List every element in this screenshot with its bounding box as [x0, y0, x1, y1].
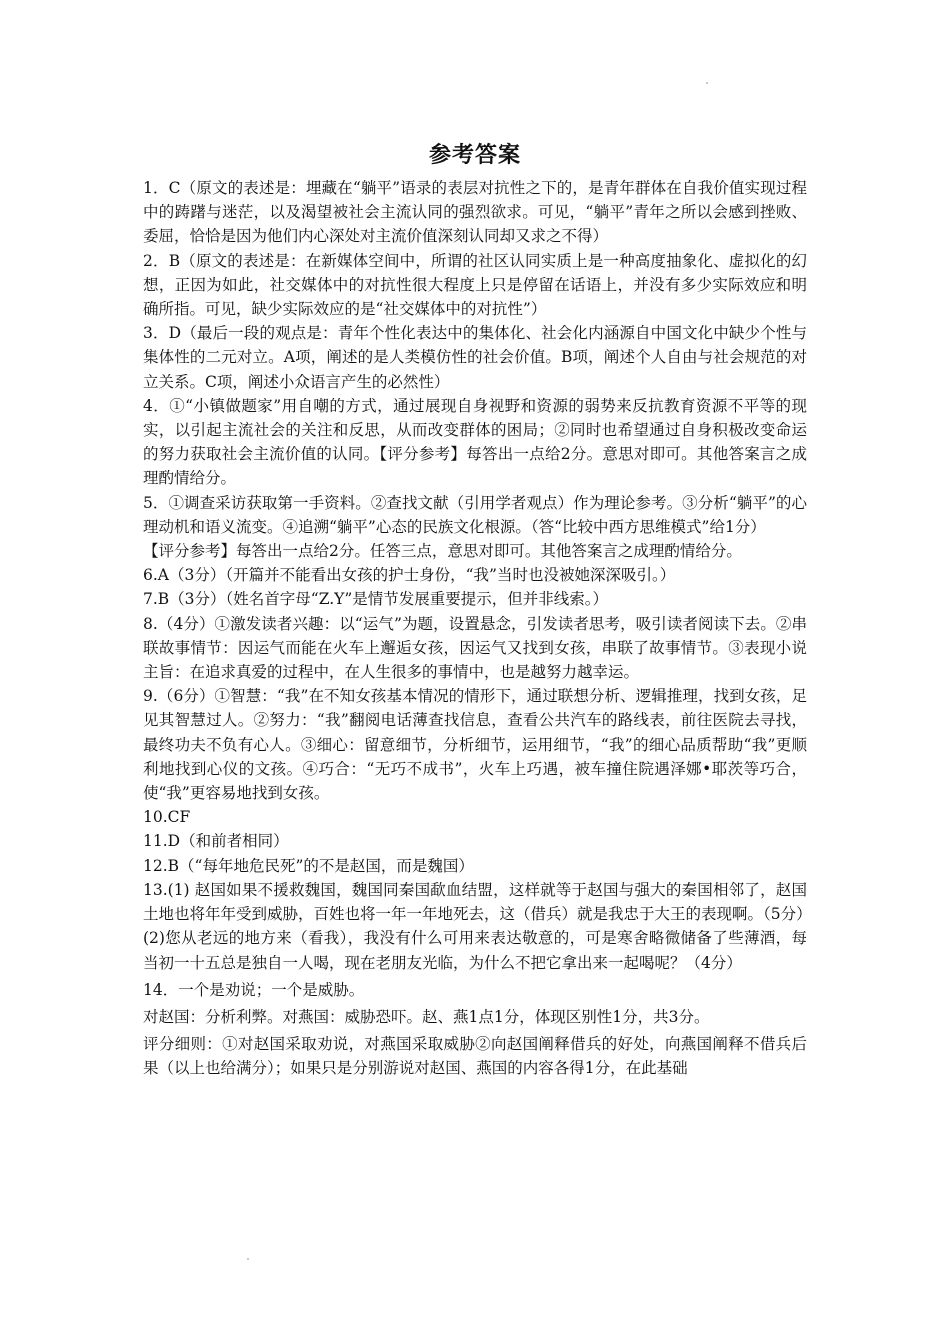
answer-item: 10.CF	[143, 808, 191, 827]
answer-item: 1．C（原文的表述是：埋藏在“躺平”语录的表层对抗性之下的，是青年群体在自我价值实现过程中的踌躇与迷茫，以及渴望被社会主流认同的强烈欲求。可见，“躺平”青年之所以会感到挫败、委屈，恰恰是因为他们内心深处对主流价值深刻认同却又求之不得）	[143, 179, 807, 246]
answer-item: (2)您从老远的地方来（看我），我没有什么可用来表达敬意的，可是寒舍略微储备了些薄酒，每当初一十五总是独自一人喝，现在老朋友光临，为什么不把它拿出来一起喝呢？（4分）	[143, 929, 807, 972]
answer-item: 3．D（最后一段的观点是：青年个性化表达中的集体化、社会化内涵源自中国文化中缺少个性与集体性的二元对立。A项，阐述的是人类模仿性的社会价值。B项，阐述个人自由与社会规范的对立关系。C项，阐述小众语言产生的必然性）	[143, 324, 807, 391]
answer-item: 12.B（“每年地危民死”的不是赵国，而是魏国）	[143, 856, 474, 875]
answer-item: 对赵国：分析利弊。对燕国：威胁恐吓。赵、燕1点1分，体现区别性1分，共3分。	[143, 1007, 710, 1026]
page-title: 参考答案	[428, 143, 521, 168]
answer-list	[143, 176, 812, 1081]
answer-item: 14．一个是劝说；一个是威胁。	[143, 980, 365, 999]
answer-item: 13.(1) 赵国如果不援救魏国，魏国同秦国歃血结盟，这样就等于赵国与强大的秦国相邻了，赵国土地也将年年受到威胁，百姓也将一年一年地死去，这（借兵）就是我忠于大王的表现啊。（5分）	[143, 880, 812, 924]
scan-dot	[247, 1258, 249, 1260]
answer-item: 11.D（和前者相同）	[143, 832, 289, 851]
answer-item: 7.B（3分）（姓名首字母“Z.Y”是情节发展重要提示，但并非线索。）	[143, 590, 609, 609]
answer-item: 6.A（3分）（开篇并不能看出女孩的护士身份，“我”当时也没被她深深吸引。）	[143, 566, 676, 585]
scoring-note: 【评分参考】每答出一点给2分。任答三点，意思对即可。其他答案言之成理酌情给分。	[143, 542, 742, 561]
answer-item: 5．①调查采访获取第一手资料。②查找文献（引用学者观点）作为理论参考。③分析“躺平”的心理动机和语义流变。④追溯“躺平”心态的民族文化根源。（答“比较中西方思维模式”给1分）	[143, 493, 807, 536]
scan-dot	[706, 82, 708, 84]
answer-item: 2．B（原文的表述是：在新媒体空间中，所谓的社区认同实质上是一种高度抽象化、虚拟化的幻想，正因为如此，社交媒体中的对抗性很大程度上只是停留在话语上，并没有多少实际效应和明确所指。可见，缺少实际效应的是“社交媒体中的对抗性”）	[143, 251, 807, 319]
answer-item: 4．①“小镇做题家”用自嘲的方式，通过展现自身视野和资源的弱势来反抗教育资源不平等的现实，以引起主流社会的关注和反思，从而改变群体的困局；②同时也希望通过自身积极改变命运的努力获取社会主流价值的认同。【评分参考】每答出一点给2分。意思对即可。其他答案言之成理酌情给分。	[143, 396, 807, 488]
scoring-note: 评分细则：①对赵国采取劝说，对燕国采取威胁②向赵国阐释借兵的好处，向燕国阐释不借兵后果（以上也给满分）；如果只是分别游说对赵国、燕国的内容各得1分，在此基础	[143, 1035, 807, 1078]
answer-item: 8.（4分）①激发读者兴趣：以“运气”为题，设置悬念，引发读者思考，吸引读者阅读下去。②串联故事情节：因运气而能在火车上邂逅女孩，因运气又找到女孩，串联了故事情节。③表现小说主旨：在追求真爱的过程中，在人生很多的事情中，也是越努力越幸运。	[143, 614, 807, 682]
answer-item: 9.（6分）①智慧：“我”在不知女孩基本情况的情形下，通过联想分析、逻辑推理，找到女孩，足见其智慧过人。②努力：“我”翻阅电话薄查找信息，查看公共汽车的路线表，前往医院去寻找，最终功夫不负有心人。③细心：留意细节，分析细节，运用细节，“我”的细心品质帮助“我”更顺利地找到心仪的文孩。④巧合：“无巧不成书”，火车上巧遇，被车撞住院遇泽娜•耶茨等巧合，使“我”更容易地找到女孩。	[143, 687, 807, 803]
